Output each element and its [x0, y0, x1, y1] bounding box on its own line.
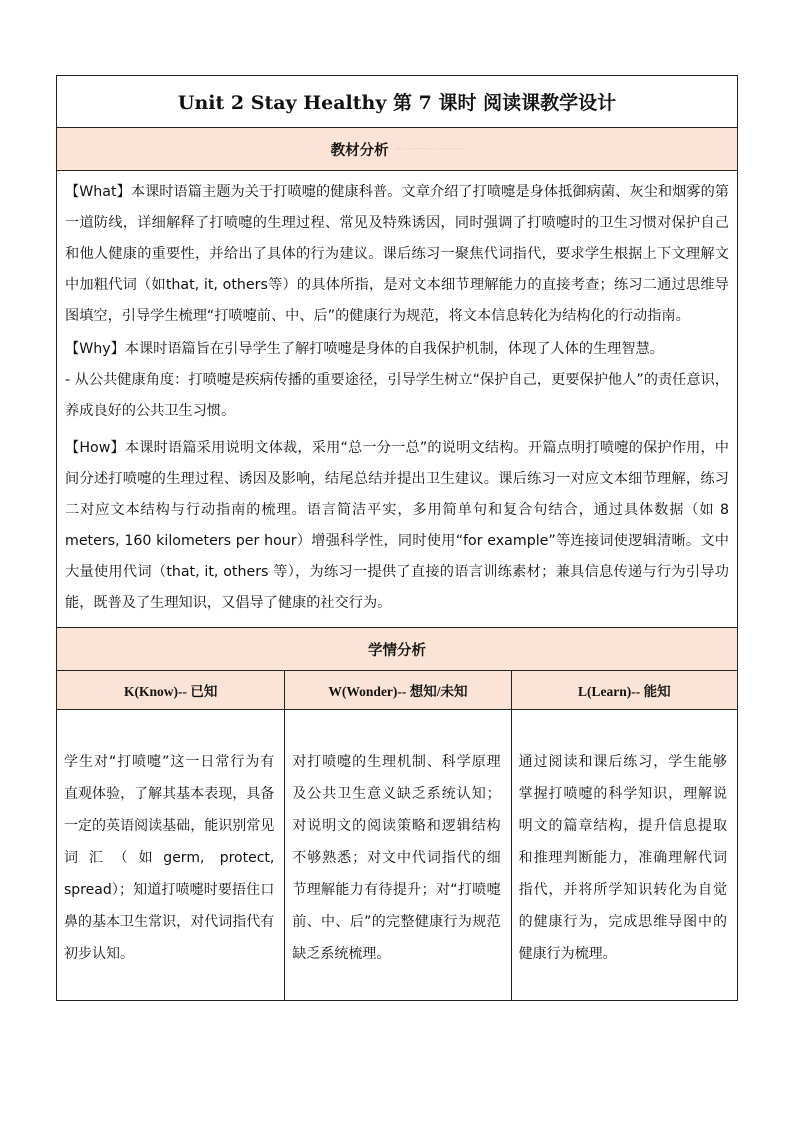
- what-paragraph: 【What】本课时语篇主题为关于打喷嚏的健康科普。文章介绍了打喷嚏是身体抵御病菌、灰尘和烟雾的第一道防线，详细解释了打喷嚏的生理过程、常见及特殊诱因，同时强调了打喷嚏时的卫生习惯对保护自己和他人健康的重要性，并给出了具体的行为建议。课后练习一聚焦代词指代，要求学生根据上下文理解文中加粗代词（如that, it, others等）的具体所指，是对文本细节理解能力的直接考查；练习二通过思维导图填空，引导学生梳理“打喷嚏前、中、后”的健康行为规范，将文本信息转化为结构化的行动指南。: [65, 184, 729, 324]
- why-paragraph: 【Why】本课时语篇旨在引导学生了解打喷嚏是身体的自我保护机制，体现了人体的生理智慧。: [65, 341, 664, 357]
- document-title-text: Unit 2 Stay Healthy 第 7 课时 阅读课教学设计: [177, 92, 617, 114]
- learner-analysis-heading: [57, 628, 737, 671]
- know-column-header: K(Know)-- 已知: [123, 684, 218, 699]
- why-public-health-paragraph: - 从公共健康角度：打喷嚏是疾病传播的重要途径，引导学生树立“保护自己，更要保护他人”的责任意识，养成良好的公共卫生习惯。: [65, 372, 729, 419]
- material-heading-text: 教材分析: [330, 142, 389, 159]
- learn-column-header: L(Learn)-- 能知: [511, 671, 737, 709]
- material-analysis-body: [57, 171, 737, 628]
- lesson-plan-table: [56, 75, 738, 1001]
- material-analysis-heading: [57, 128, 737, 171]
- learn-column-content: 通过阅读和课后练习，学生能够掌握打喷嚏的科学知识，理解说明文的篇章结构，提升信息提取和推理判断能力，准确理解代词指代，并将所学知识转化为自觉的健康行为，完成思维导图中的健康行为梳理。: [511, 710, 737, 1000]
- wonder-column-content: 对打喷嚏的生理机制、科学原理及公共卫生意义缺乏系统认知；对说明文的阅读策略和逻辑结构不够熟悉；对文中代词指代的细节理解能力有待提升；对“打喷嚏前、中、后”的完整健康行为规范缺乏系统梳理。: [284, 710, 510, 1000]
- kwl-content-row: [57, 710, 737, 1000]
- know-column-content: 学生对“打喷嚏”这一日常行为有直观体验，了解其基本表现，具备一定的英语阅读基础，能识别常见词汇（如germ, protect, spread）；知道打喷嚏时要捂住口鼻的基本卫生常识，对代词指代有初步认知。: [64, 754, 275, 962]
- kwl-header-row: [57, 671, 737, 710]
- how-paragraph: 【How】本课时语篇采用说明文体裁，采用“总一分一总”的说明文结构。开篇点明打喷嚏的保护作用，中间分述打喷嚏的生理过程、诱因及影响，结尾总结并提出卫生建议。课后练习一对应文本细节理解，练习二对应文本结构与行动指南的梳理。语言简洁平实，多用简单句和复合句结合，通过具体数据（如 8 meters, 160 kilometers per hour）增强科学性，同时使用“for example”等连接词使逻辑清晰。文中大量使用代词（that, it, others 等），为练习一提供了直接的语言训练素材；兼具信息传递与行为引导功能，既普及了生理知识，又倡导了健康的社交行为。: [65, 440, 729, 611]
- faint-mark: — ——— ———: [394, 144, 464, 154]
- learner-heading-text: 学情分析: [368, 642, 426, 659]
- document-title: [57, 76, 737, 128]
- wonder-column-header: W(Wonder)-- 想知/未知: [284, 671, 510, 709]
